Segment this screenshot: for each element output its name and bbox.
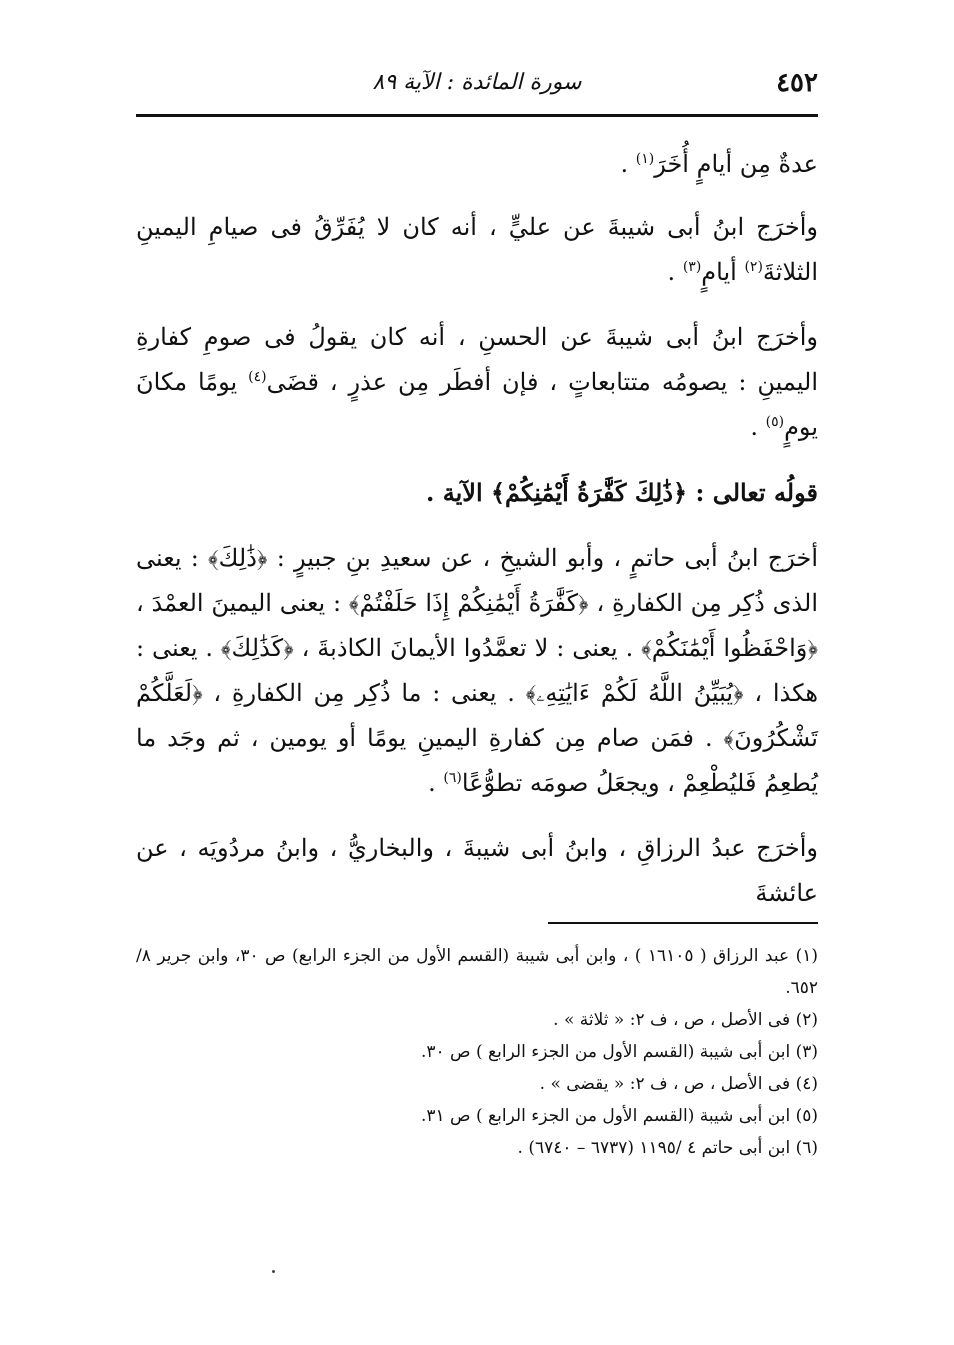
footnote: (٦) ابن أبى حاتم ٤ /١١٩٥ (٦٧٣٧ – ٦٧٤٠) .: [517, 1138, 818, 1158]
verse-heading: قولُه تعالى :: [695, 478, 818, 507]
paragraph-tail: .: [620, 150, 636, 178]
footnote: (٢) فى الأصل ، ص ، ف ٢: « ثلاثة » .: [553, 1010, 818, 1030]
footnote-marker: (٦): [443, 770, 462, 786]
paragraph-text: وأخرَج عبدُ الرزاقِ ، وابنُ أبى شيبةَ ، والبخاريُّ ، وابنُ مردُويَه ، عن عائشةَ: [136, 834, 818, 907]
paragraph-tail: .: [667, 258, 683, 286]
footnote-marker: (٢): [744, 259, 763, 275]
page-header: [136, 64, 818, 104]
footnote: (١) عبد الرزاق ( ١٦١٠٥ ) ، وابن أبى شيبة (القسم الأول من الجزء الرابع) ص ٣٠، وابن جرير ٨/ ٦٥٢.: [136, 946, 818, 998]
paragraph-text: وأخرَج ابنُ أبى شيبةَ عن عليٍّ ، أنه كان لا يُفَرِّقُ فى صيامِ اليمينِ الثلاثةَ: [136, 213, 818, 286]
footnote-marker: (١): [635, 151, 655, 167]
footnotes: [136, 940, 818, 1164]
footnote-marker: (٤): [248, 369, 267, 385]
paragraph-tail: أيامٍ: [701, 258, 745, 286]
footnote-rule: [548, 922, 818, 924]
header-rule: [136, 114, 818, 117]
paragraph: [136, 826, 818, 916]
paragraph-text: عدةٌ مِن أيامٍ أُخَرَ: [654, 150, 818, 178]
paragraph: [136, 470, 818, 516]
paragraph: [136, 315, 818, 450]
paragraph: [136, 536, 818, 806]
paragraph-tail: يومًا مكانَ يومٍ: [136, 368, 818, 441]
footnote-marker: (٥): [765, 414, 785, 430]
main-text: [136, 142, 818, 936]
footnote: (٥) ابن أبى شيبة (القسم الأول من الجزء الرابع ) ص ٣١.: [420, 1106, 818, 1126]
running-title: سورة المائدة : الآية ٨٩: [372, 70, 582, 95]
verse-quote: ﴿ذَٰلِكَ كَفَّٰرَةُ أَيْمَٰنِكُمْ﴾ الآية .: [426, 478, 696, 507]
footnote: (٤) فى الأصل ، ص ، ف ٢: « يقضى » .: [539, 1074, 818, 1094]
print-speck: [272, 1270, 275, 1273]
paragraph-tail: .: [750, 413, 766, 441]
paragraph: [136, 205, 818, 295]
paragraph-text: أخرَج ابنُ أبى حاتمٍ ، وأبو الشيخِ ، عن سعيدِ بنِ جبيرٍ : ﴿ذَٰلِكَ﴾ : يعنى الذى ذُكِر مِن الكفارةِ ، ﴿كَفَّٰرَةُ أَيْمَٰنِكُمْ إِذَا حَلَفْتُمْ﴾ : يعنى اليمينَ العمْدَ ، ﴿وَاحْفَظُوا أَيْمَٰنَكُمْ﴾ . يعنى : لا تعمَّدُوا الأيمانَ الكاذبةَ ، ﴿كَذَٰلِكَ﴾ . يعنى : هكذا ، ﴿يُبَيِّنُ اللَّهُ لَكُمْ ءَايَٰتِهِۦ﴾ . يعنى : ما ذُكِر مِن الكفارةِ ، ﴿لَعَلَّكُمْ تَشْكُرُونَ﴾ . فمَن صام مِن كفارةِ اليمينِ يومًا أو يومين ، ثم وجَد ما يُطعِمُ فَليُطْعِمْ ، ويجعَلُ صومَه تطوُّعًا: [136, 544, 818, 797]
paragraph-tail: .: [428, 769, 444, 797]
footnote-marker: (٣): [682, 259, 702, 275]
page-number: ٤٥٢: [776, 68, 818, 98]
paragraph-text: وأخرَج ابنُ أبى شيبةَ عن الحسنِ ، أنه كان يقولُ فى صومِ كفارةِ اليمينِ : يصومُه متتابعاتٍ ، فإن أفطَر مِن عذرٍ ، قضَى: [136, 323, 818, 396]
footnote: (٣) ابن أبى شيبة (القسم الأول من الجزء الرابع ) ص ٣٠.: [420, 1042, 818, 1062]
paragraph: [136, 142, 818, 187]
